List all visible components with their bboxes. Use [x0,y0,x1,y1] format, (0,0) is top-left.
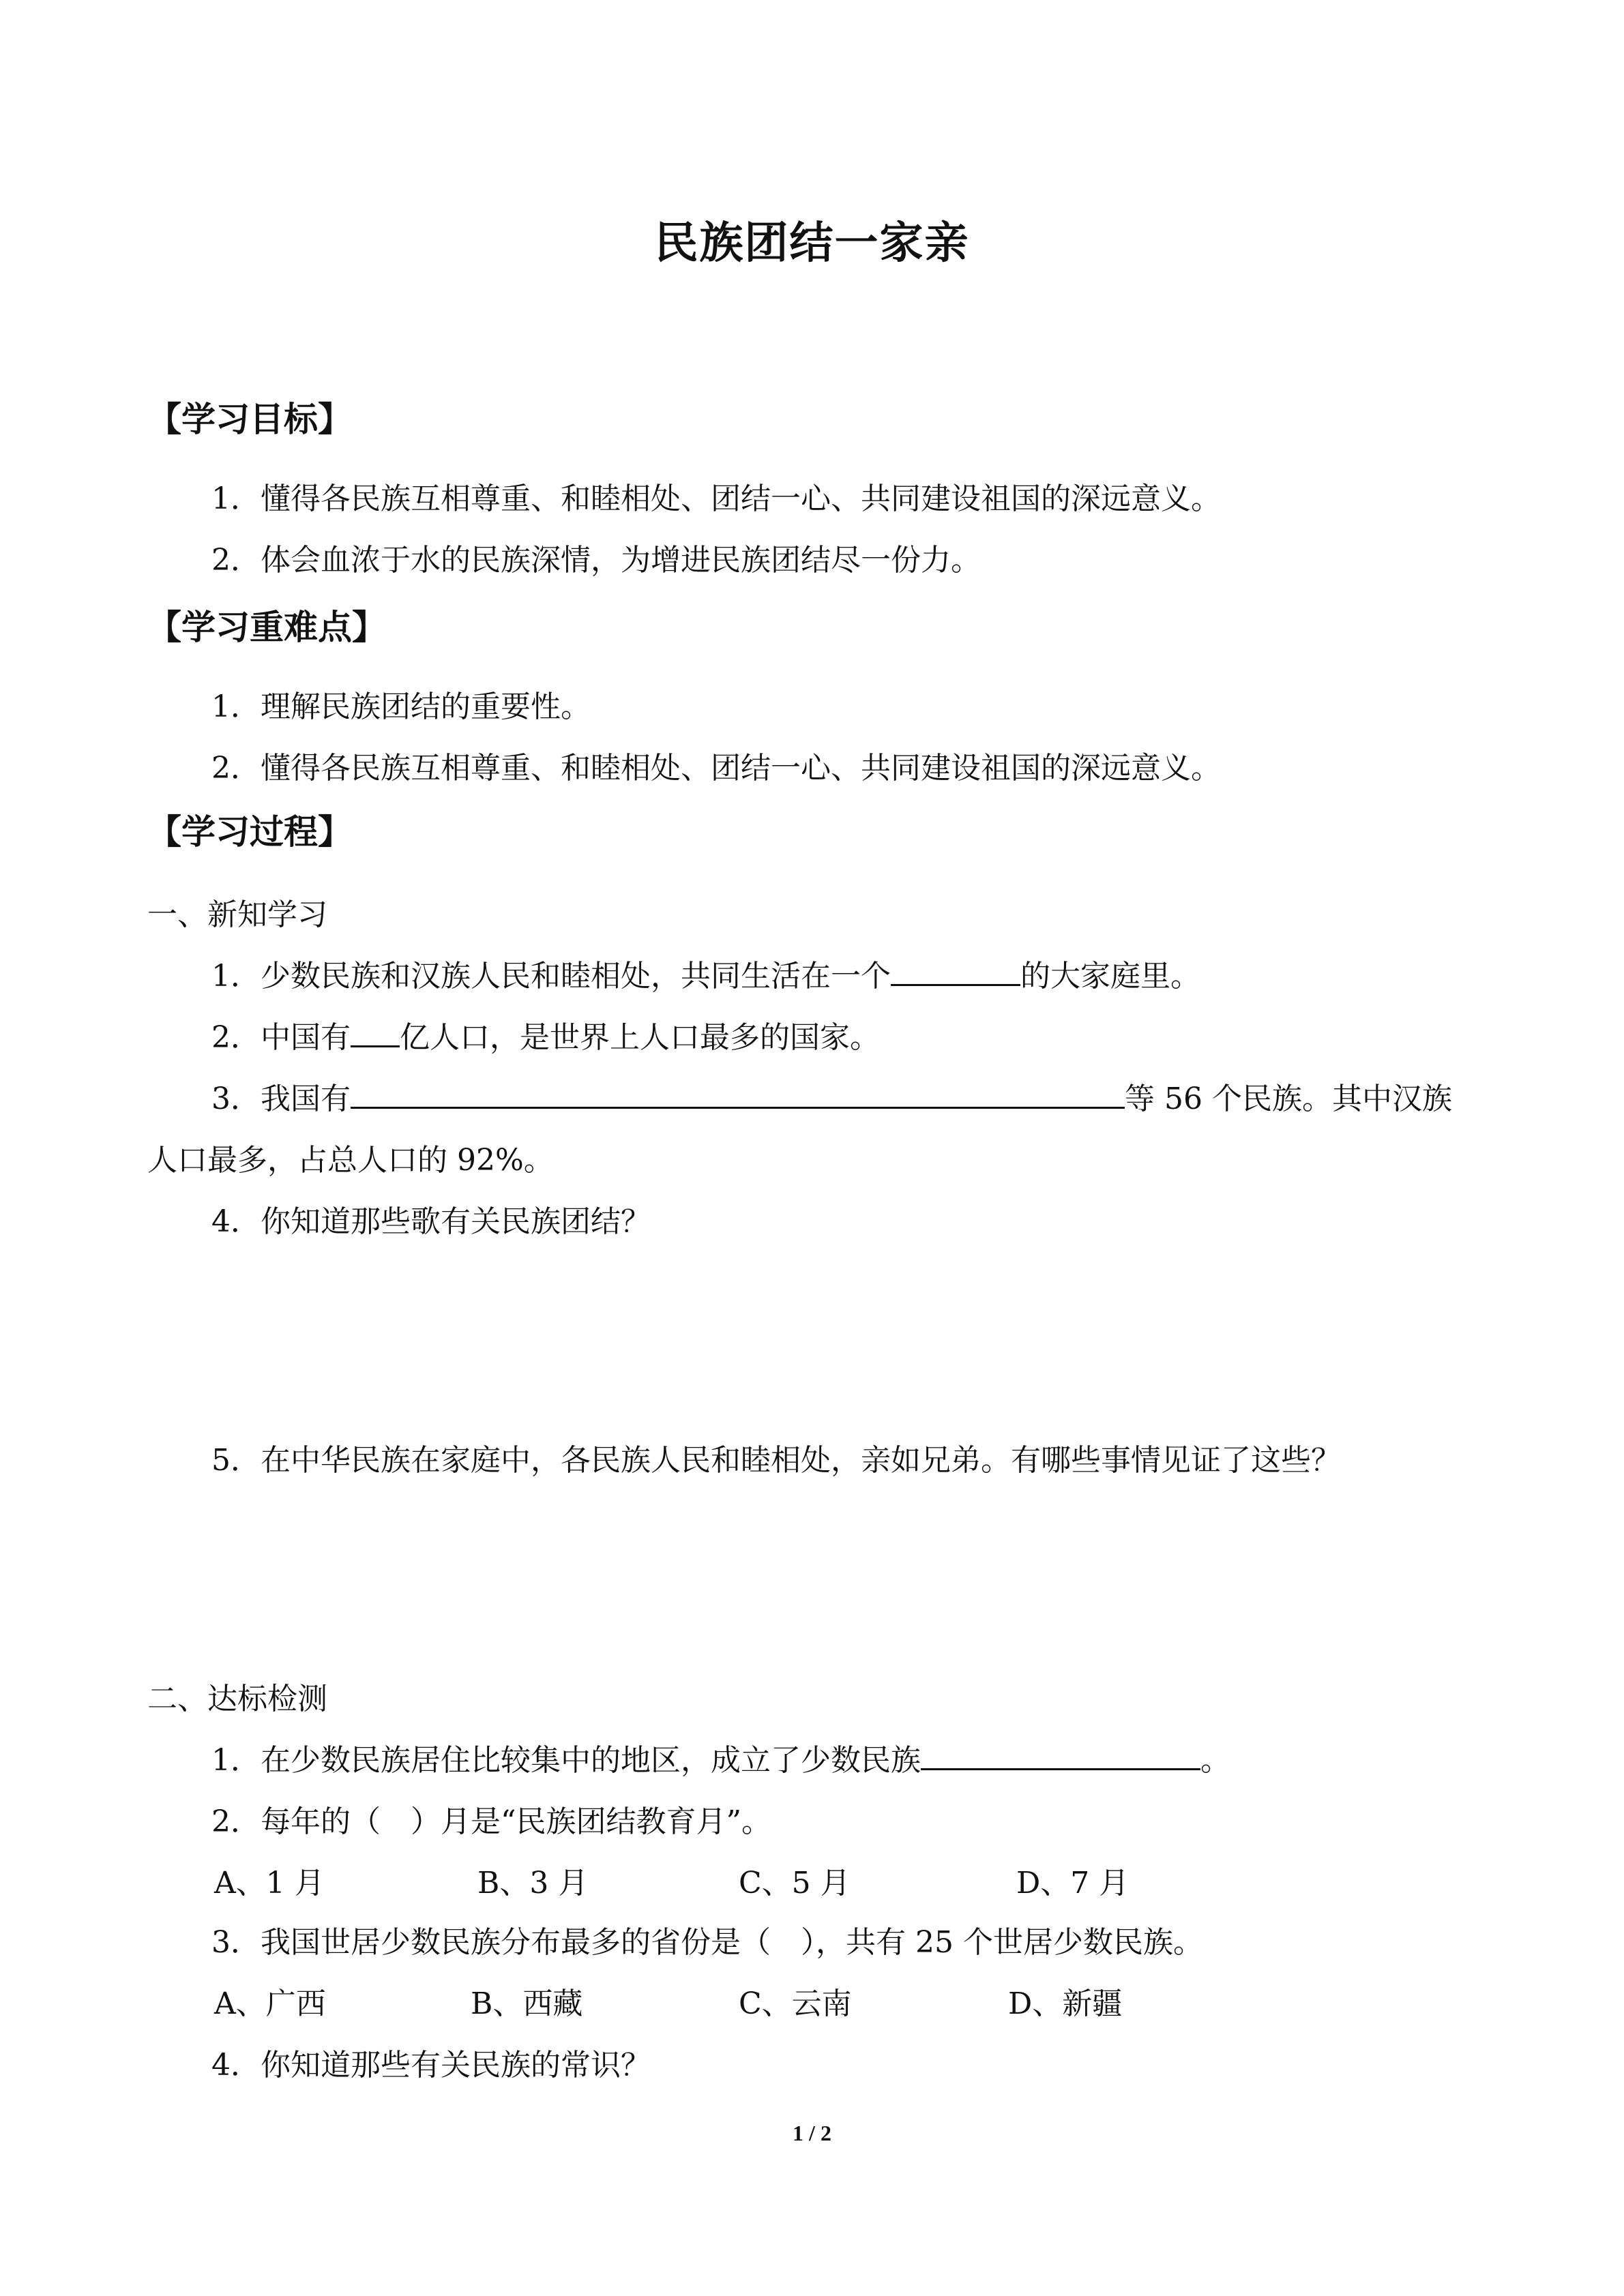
question-text: 。 [1200,1743,1230,1778]
question-text: 1．少数民族和汉族人民和睦相处，共同生活在一个 [211,959,891,994]
question-text: 2．中国有 [211,1020,351,1055]
question-text: 的大家庭里。 [1020,959,1200,994]
fill-blank[interactable] [351,1077,1125,1109]
q3-option-a[interactable]: A、广西 [214,1986,326,2021]
fill-blank[interactable] [891,954,1020,986]
q2-option-a[interactable]: A、1 月 [214,1866,325,1900]
heading-goals: 【学习目标】 [147,400,352,439]
page-number: 1 / 2 [793,2121,831,2145]
part1-label: 一、新知学习 [147,897,327,932]
part2-label: 二、达标检测 [147,1682,327,1716]
q3-option-b[interactable]: B、西藏 [471,1986,583,2021]
question-text: 等 56 个民族。其中汉族 [1125,1082,1452,1116]
part2-question-1 [211,1735,1230,1779]
question-text: 3．我国有 [211,1082,351,1116]
key-point-item-1: 1．理解民族团结的重要性。 [211,689,591,724]
q2-option-b[interactable]: B、3 月 [477,1866,589,1900]
goal-item-2: 2．体会血浓于水的民族深情，为增进民族团结尽一份力。 [211,543,981,578]
part1-question-4: 4．你知道那些歌有关民族团结？ [211,1204,651,1239]
heading-process: 【学习过程】 [147,812,352,852]
question-text: 1．在少数民族居住比较集中的地区，成立了少数民族 [211,1743,921,1778]
key-point-item-2: 2．懂得各民族互相尊重、和睦相处、团结一心、共同建设祖国的深远意义。 [211,751,1221,786]
part1-question-3 [211,1074,1452,1118]
q2-option-d[interactable]: D、7 月 [1016,1866,1130,1900]
part1-question-1 [211,951,1200,995]
goal-item-1: 1．懂得各民族互相尊重、和睦相处、团结一心、共同建设祖国的深远意义。 [211,481,1221,516]
q2-option-c[interactable]: C、5 月 [739,1866,851,1900]
heading-key-points: 【学习重难点】 [147,608,386,647]
part1-question-5: 5．在中华民族在家庭中，各民族人民和睦相处，亲如兄弟。有哪些事情见证了这些？ [211,1443,1341,1478]
part2-question-4: 4．你知道那些有关民族的常识？ [211,2048,651,2083]
part1-question-3-continued: 人口最多，占总人口的 92%。 [147,1143,554,1178]
part2-question-2: 2．每年的（ ）月是“民族团结教育月”。 [211,1804,771,1839]
q3-option-d[interactable]: D、新疆 [1008,1986,1123,2021]
question-text: 亿人口，是世界上人口最多的国家。 [400,1020,880,1055]
part2-question-3: 3．我国世居少数民族分布最多的省份是（ ），共有 25 个世居少数民族。 [211,1925,1203,1960]
fill-blank[interactable] [921,1738,1200,1770]
q3-option-c[interactable]: C、云南 [739,1986,852,2021]
part1-question-2 [211,1013,880,1056]
page-title: 民族团结一家亲 [654,218,970,269]
fill-blank[interactable] [351,1015,400,1047]
